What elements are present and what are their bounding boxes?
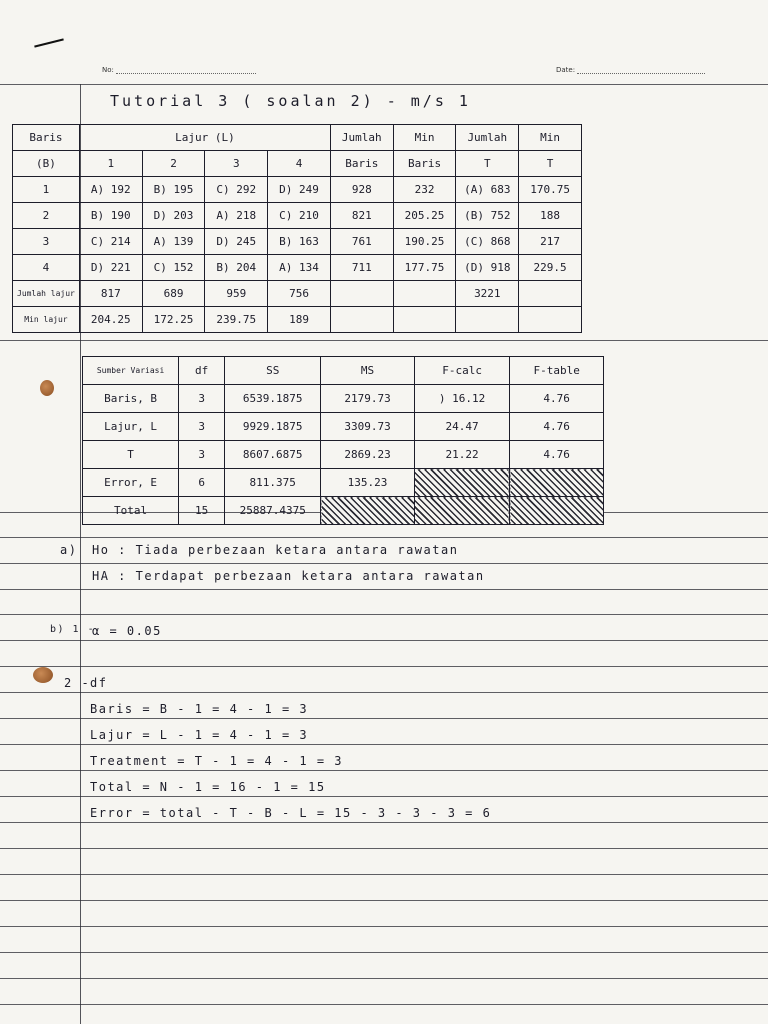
table-cell: A) 218 xyxy=(205,203,268,229)
header-cell: F-table xyxy=(510,357,604,385)
table-cell: 811.375 xyxy=(225,469,321,497)
jumlah-lajur-row xyxy=(13,281,582,307)
table-cell: 170.75 xyxy=(519,177,582,203)
df-line: Baris = B - 1 = 4 - 1 = 3 xyxy=(90,702,309,716)
header-no xyxy=(102,66,256,74)
table-cell: (C) 868 xyxy=(456,229,519,255)
table-cell: 6539.1875 xyxy=(225,385,321,413)
table-cell: 2 xyxy=(13,203,80,229)
table-cell: 3 xyxy=(179,413,225,441)
pen-mark xyxy=(34,38,64,47)
table-cell xyxy=(393,281,456,307)
header-cell: 2 xyxy=(142,151,205,177)
date-field xyxy=(577,73,705,74)
table-cell: 761 xyxy=(330,229,393,255)
table-cell: 3221 xyxy=(456,281,519,307)
table-cell: 204.25 xyxy=(79,307,142,333)
table-cell: ) 16.12 xyxy=(414,385,510,413)
table-cell: 3 xyxy=(179,441,225,469)
table-row xyxy=(13,229,582,255)
header-cell: (B) xyxy=(13,151,80,177)
table-cell: 4.76 xyxy=(510,385,604,413)
table-cell: B) 190 xyxy=(79,203,142,229)
table-cell: 217 xyxy=(519,229,582,255)
page-title: Tutorial 3 ( soalan 2) - m/s 1 xyxy=(110,92,471,110)
table-cell xyxy=(519,281,582,307)
table-cell: 239.75 xyxy=(205,307,268,333)
table-row xyxy=(13,203,582,229)
header-cell: F-calc xyxy=(414,357,510,385)
table-cell: 188 xyxy=(519,203,582,229)
table-row xyxy=(83,413,604,441)
table-cell xyxy=(519,307,582,333)
answer-b1-label: b) 1 - xyxy=(50,624,96,635)
table-cell: C) 152 xyxy=(142,255,205,281)
df-line: Total = N - 1 = 16 - 1 = 15 xyxy=(90,780,326,794)
date-label: Date: xyxy=(556,66,576,74)
no-field xyxy=(116,73,256,74)
null-hypothesis: Ho : Tiada perbezaan ketara antara rawatan xyxy=(92,543,459,557)
table-row xyxy=(83,385,604,413)
table-cell: C) 210 xyxy=(268,203,331,229)
table-header-row xyxy=(13,151,582,177)
header-cell: 4 xyxy=(268,151,331,177)
alpha-value: α = 0.05 xyxy=(92,624,162,638)
table-cell: (D) 918 xyxy=(456,255,519,281)
hatched-cell xyxy=(414,497,510,525)
table-cell: 177.75 xyxy=(393,255,456,281)
table-cell: 135.23 xyxy=(321,469,415,497)
table-row xyxy=(83,469,604,497)
table-cell: 2869.23 xyxy=(321,441,415,469)
table-cell: Jumlah lajur xyxy=(13,281,80,307)
header-cell: df xyxy=(179,357,225,385)
table-header-row xyxy=(13,125,582,151)
table-cell xyxy=(330,307,393,333)
header-cell: Baris xyxy=(330,151,393,177)
df-line: Treatment = T - 1 = 4 - 1 = 3 xyxy=(90,754,344,768)
table-cell: Lajur, L xyxy=(83,413,179,441)
table-cell: 232 xyxy=(393,177,456,203)
table-cell: 21.22 xyxy=(414,441,510,469)
table-cell: 9929.1875 xyxy=(225,413,321,441)
hatched-cell xyxy=(510,497,604,525)
header-cell: SS xyxy=(225,357,321,385)
header-cell: Min xyxy=(393,125,456,151)
table-row xyxy=(83,497,604,525)
anova-table xyxy=(82,356,604,525)
table-cell: (A) 683 xyxy=(456,177,519,203)
table-row xyxy=(13,255,582,281)
header-date xyxy=(556,66,705,74)
table-cell: C) 292 xyxy=(205,177,268,203)
header-cell: Jumlah xyxy=(330,125,393,151)
df-heading: df xyxy=(90,676,108,690)
punch-hole-mark xyxy=(40,380,54,396)
answer-b2-label: 2 - xyxy=(64,676,91,690)
table-cell: B) 163 xyxy=(268,229,331,255)
min-lajur-row xyxy=(13,307,582,333)
punch-hole-mark xyxy=(33,667,53,683)
header-cell: Jumlah xyxy=(456,125,519,151)
table-cell: D) 221 xyxy=(79,255,142,281)
df-line: Lajur = L - 1 = 4 - 1 = 3 xyxy=(90,728,309,742)
table-cell: 756 xyxy=(268,281,331,307)
header-cell: Min xyxy=(519,125,582,151)
table-cell: 2179.73 xyxy=(321,385,415,413)
header-cell: Sumber Variasi xyxy=(83,357,179,385)
table-cell: 821 xyxy=(330,203,393,229)
table-header-row xyxy=(83,357,604,385)
table-cell: 205.25 xyxy=(393,203,456,229)
table-cell: A) 192 xyxy=(79,177,142,203)
latin-square-table xyxy=(12,124,582,333)
answer-a-label: a) xyxy=(60,543,78,557)
table-cell: 689 xyxy=(142,281,205,307)
table-cell: D) 249 xyxy=(268,177,331,203)
table-cell: 4.76 xyxy=(510,441,604,469)
table-cell: B) 195 xyxy=(142,177,205,203)
header-cell: Lajur (L) xyxy=(79,125,330,151)
table-cell: 959 xyxy=(205,281,268,307)
no-label: No: xyxy=(102,66,114,74)
table-cell: 190.25 xyxy=(393,229,456,255)
header-cell: T xyxy=(519,151,582,177)
table-cell: 3 xyxy=(179,385,225,413)
table-cell: 3309.73 xyxy=(321,413,415,441)
table-cell: B) 204 xyxy=(205,255,268,281)
table-cell: 189 xyxy=(268,307,331,333)
table-cell xyxy=(456,307,519,333)
table-cell: 4 xyxy=(13,255,80,281)
table-cell: Min lajur xyxy=(13,307,80,333)
table-cell: 928 xyxy=(330,177,393,203)
header-cell: 1 xyxy=(79,151,142,177)
table-cell: 3 xyxy=(13,229,80,255)
table-cell: 817 xyxy=(79,281,142,307)
table-cell: C) 214 xyxy=(79,229,142,255)
table-cell: D) 203 xyxy=(142,203,205,229)
header-cell: Baris xyxy=(13,125,80,151)
header-cell: T xyxy=(456,151,519,177)
table-cell: Error, E xyxy=(83,469,179,497)
table-cell xyxy=(330,281,393,307)
table-cell xyxy=(393,307,456,333)
header-cell: MS xyxy=(321,357,415,385)
table-cell: A) 134 xyxy=(268,255,331,281)
table-cell: Total xyxy=(83,497,179,525)
table-row xyxy=(83,441,604,469)
table-cell: D) 245 xyxy=(205,229,268,255)
table-cell: 25887.4375 xyxy=(225,497,321,525)
alt-hypothesis: HA : Terdapat perbezaan ketara antara rawatan xyxy=(92,569,485,583)
hatched-cell xyxy=(321,497,415,525)
table-cell: T xyxy=(83,441,179,469)
table-cell: 229.5 xyxy=(519,255,582,281)
table-cell: 172.25 xyxy=(142,307,205,333)
df-line: Error = total - T - B - L = 15 - 3 - 3 - 3 = 6 xyxy=(90,806,492,820)
header-cell: 3 xyxy=(205,151,268,177)
hatched-cell xyxy=(414,469,510,497)
table-cell: 24.47 xyxy=(414,413,510,441)
table-cell: 4.76 xyxy=(510,413,604,441)
table-cell: 15 xyxy=(179,497,225,525)
table-cell: Baris, B xyxy=(83,385,179,413)
table-cell: 711 xyxy=(330,255,393,281)
table-row xyxy=(13,177,582,203)
header-cell: Baris xyxy=(393,151,456,177)
table-cell: 1 xyxy=(13,177,80,203)
table-cell: 6 xyxy=(179,469,225,497)
table-cell: (B) 752 xyxy=(456,203,519,229)
table-cell: 8607.6875 xyxy=(225,441,321,469)
hatched-cell xyxy=(510,469,604,497)
table-cell: A) 139 xyxy=(142,229,205,255)
